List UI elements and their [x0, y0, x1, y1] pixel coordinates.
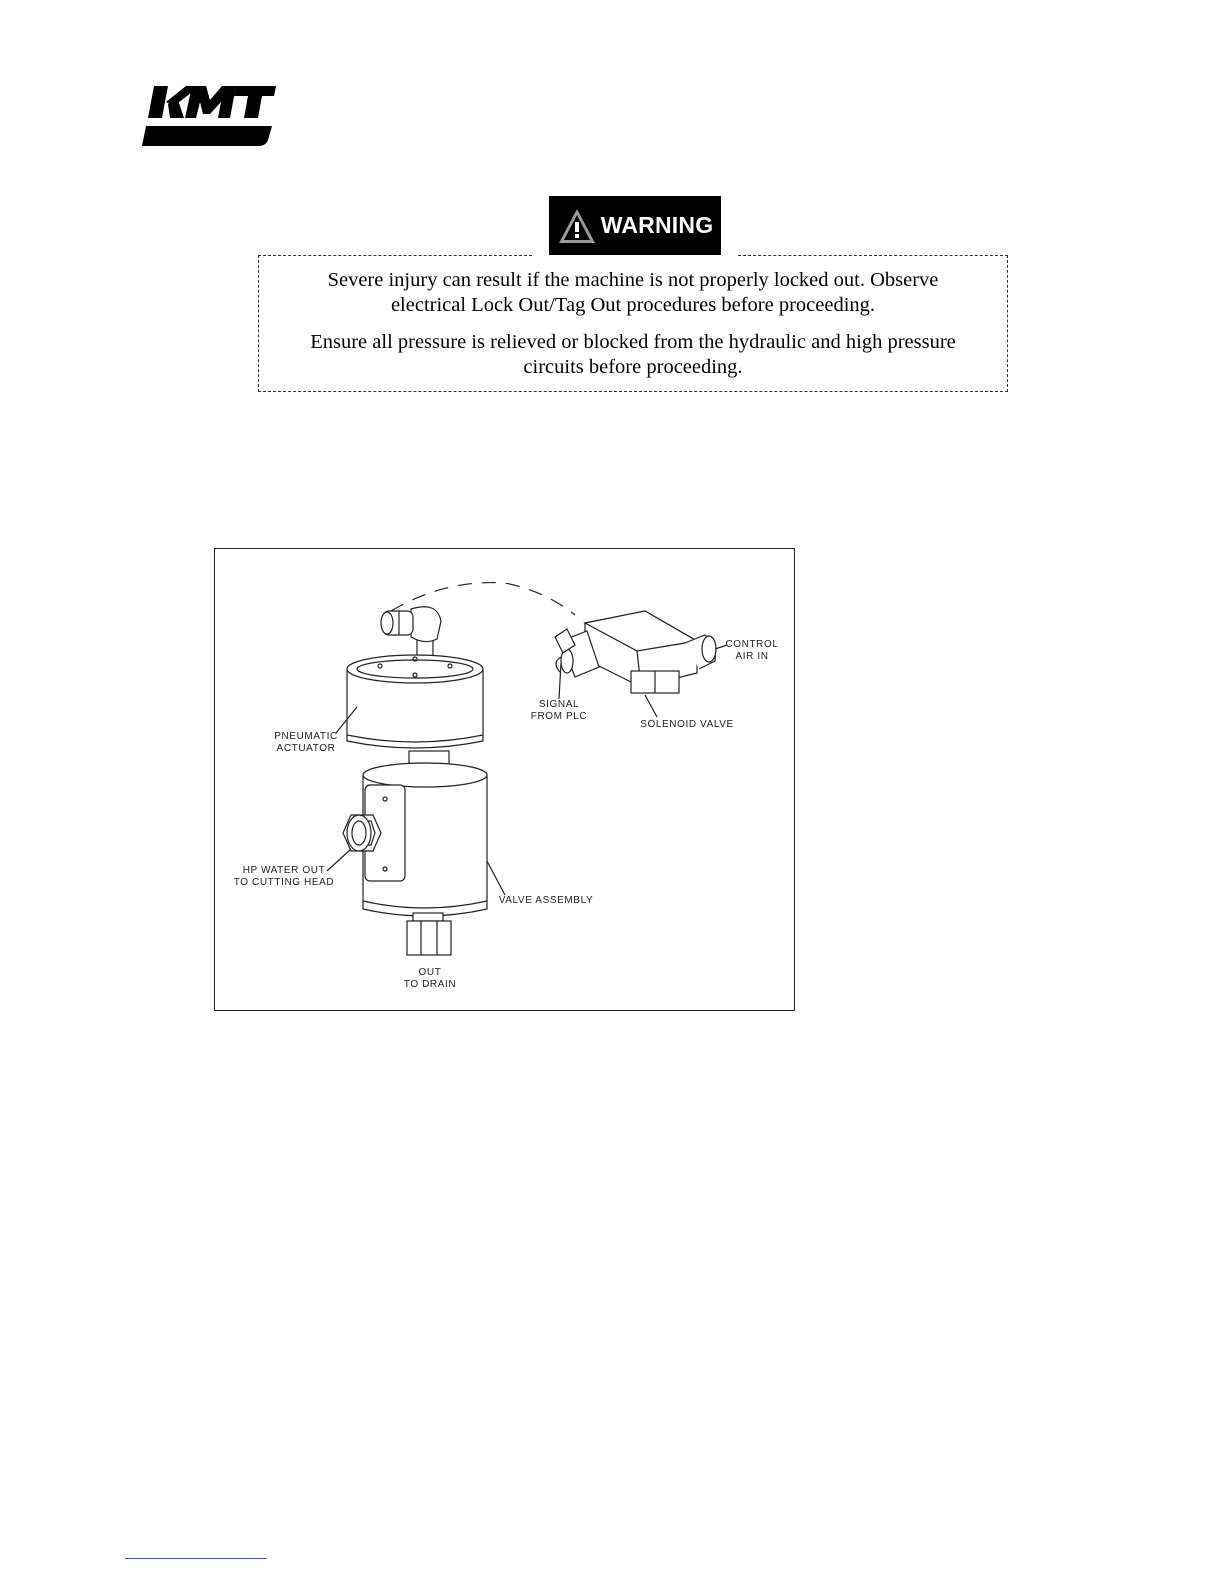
valve-diagram [215, 549, 793, 1009]
label-pneumatic-2: ACTUATOR [276, 743, 336, 754]
label-solenoid: SOLENOID VALVE [640, 719, 734, 730]
solenoid-valve [555, 611, 716, 693]
warning-paragraph-pressure: Ensure all pressure is relieved or blocked from the hydraulic and high pressure circuits before proceeding. [310, 331, 956, 378]
warning-badge-label: WARNING [600, 212, 714, 238]
label-valve-assembly: VALVE ASSEMBLY [498, 895, 594, 906]
hp-water-nut [343, 815, 381, 851]
label-hp-water-2: TO CUTTING HEAD [233, 877, 335, 888]
label-control-air-1: CONTROL [725, 639, 779, 650]
label-signal-1: SIGNAL [538, 699, 580, 710]
label-out-2: TO DRAIN [403, 979, 457, 990]
footer-rule [125, 1558, 267, 1559]
warning-paragraph-lockout: Severe injury can result if the machine is not properly locked out. Observe electrical Lock Out/Tag Out procedures before proceeding. [327, 269, 939, 316]
pneumatic-actuator [347, 655, 483, 748]
label-pneumatic-1: PNEUMATIC [274, 731, 338, 742]
label-out-1: OUT [418, 967, 442, 978]
label-signal-2: FROM PLC [530, 711, 588, 722]
warning-badge [549, 196, 721, 255]
label-hp-water-1: HP WATER OUT [242, 865, 326, 876]
warning-box-top-border-right [738, 255, 1008, 256]
kmt-logo [140, 82, 280, 152]
warning-box-top-border-left [258, 255, 532, 256]
valve-body [363, 763, 487, 916]
label-control-air-2: AIR IN [735, 651, 769, 662]
kmt-logo-graphic [140, 82, 280, 152]
drain-fitting [407, 913, 451, 955]
warning-triangle-icon [557, 206, 597, 246]
warning-box [258, 255, 1008, 392]
valve-diagram-figure [214, 548, 795, 1011]
